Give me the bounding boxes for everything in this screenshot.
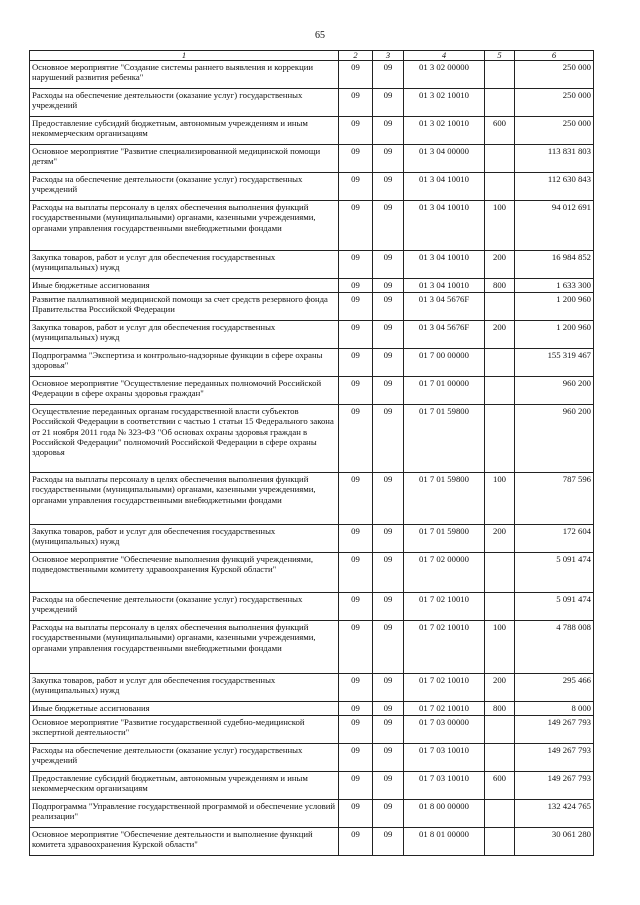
row-item-name: Предоставление субсидий бюджетным, автономным учреждениям и иным некоммерческим организациям	[30, 117, 339, 145]
row-item-name: Подпрограмма "Экспертиза и контрольно-надзорные функции в сфере охраны здоровья"	[30, 349, 339, 377]
row-subsection-code: 09	[373, 593, 404, 621]
row-expense-type-code	[485, 173, 515, 201]
row-item-name: Основное мероприятие "Развитие государственной судебно-медицинской экспертной деятельности"	[30, 716, 339, 744]
row-target-article-code: 01 7 03 00000	[404, 716, 485, 744]
row-section-code: 09	[339, 279, 373, 293]
row-subsection-code: 09	[373, 772, 404, 800]
row-target-article-code: 01 7 03 10010	[404, 772, 485, 800]
row-item-name: Основное мероприятие "Обеспечение деятельности и выполнение функций комитета здравоохранения Курской области"	[30, 828, 339, 856]
table-row	[30, 349, 594, 377]
row-expense-type-code: 200	[485, 321, 515, 349]
row-expense-type-code	[485, 377, 515, 405]
table-header-row	[30, 51, 594, 61]
column-header-name: 1	[30, 51, 339, 61]
row-subsection-code: 09	[373, 293, 404, 321]
row-item-name: Подпрограмма "Управление государственной программой и обеспечение условий реализации"	[30, 800, 339, 828]
row-amount: 295 466	[515, 674, 594, 702]
row-subsection-code: 09	[373, 800, 404, 828]
row-section-code: 09	[339, 772, 373, 800]
row-amount: 250 000	[515, 61, 594, 89]
row-amount: 16 984 852	[515, 251, 594, 279]
row-item-name: Закупка товаров, работ и услуг для обеспечения государственных (муниципальных) нужд	[30, 321, 339, 349]
table-row	[30, 405, 594, 473]
row-section-code: 09	[339, 716, 373, 744]
row-subsection-code: 09	[373, 201, 404, 251]
row-target-article-code: 01 7 02 10010	[404, 674, 485, 702]
row-section-code: 09	[339, 201, 373, 251]
row-target-article-code: 01 3 04 10010	[404, 173, 485, 201]
row-item-name: Расходы на выплаты персоналу в целях обеспечения выполнения функций государственными (муниципальными) органами, казенными учреждениями, органами управления государственными внебюджетными фондами	[30, 621, 339, 674]
row-section-code: 09	[339, 89, 373, 117]
row-target-article-code: 01 3 04 5676F	[404, 321, 485, 349]
table-row	[30, 201, 594, 251]
row-subsection-code: 09	[373, 702, 404, 716]
row-item-name: Расходы на обеспечение деятельности (оказание услуг) государственных учреждений	[30, 173, 339, 201]
row-subsection-code: 09	[373, 473, 404, 525]
row-expense-type-code: 100	[485, 621, 515, 674]
row-section-code: 09	[339, 674, 373, 702]
row-section-code: 09	[339, 473, 373, 525]
row-amount: 4 788 008	[515, 621, 594, 674]
row-item-name: Расходы на выплаты персоналу в целях обеспечения выполнения функций государственными (муниципальными) органами, казенными учреждениями, органами управления государственными внебюджетными фондами	[30, 473, 339, 525]
row-amount: 112 630 843	[515, 173, 594, 201]
row-target-article-code: 01 7 02 10010	[404, 621, 485, 674]
row-target-article-code: 01 3 02 00000	[404, 61, 485, 89]
row-expense-type-code: 200	[485, 674, 515, 702]
row-expense-type-code: 800	[485, 279, 515, 293]
row-target-article-code: 01 3 04 10010	[404, 201, 485, 251]
table-row	[30, 828, 594, 856]
row-item-name: Расходы на выплаты персоналу в целях обеспечения выполнения функций государственными (муниципальными) органами, казенными учреждениями, органами управления государственными внебюджетными фондами	[30, 201, 339, 251]
row-section-code: 09	[339, 321, 373, 349]
row-subsection-code: 09	[373, 321, 404, 349]
row-section-code: 09	[339, 349, 373, 377]
row-amount: 149 267 793	[515, 716, 594, 744]
row-section-code: 09	[339, 173, 373, 201]
row-subsection-code: 09	[373, 117, 404, 145]
row-subsection-code: 09	[373, 61, 404, 89]
table-row	[30, 621, 594, 674]
row-section-code: 09	[339, 800, 373, 828]
row-amount: 94 012 691	[515, 201, 594, 251]
table-row	[30, 674, 594, 702]
row-expense-type-code	[485, 828, 515, 856]
row-section-code: 09	[339, 145, 373, 173]
table-row	[30, 293, 594, 321]
row-amount: 250 000	[515, 117, 594, 145]
row-expense-type-code: 200	[485, 525, 515, 553]
row-target-article-code: 01 7 03 10010	[404, 744, 485, 772]
row-item-name: Расходы на обеспечение деятельности (оказание услуг) государственных учреждений	[30, 744, 339, 772]
row-expense-type-code: 200	[485, 251, 515, 279]
row-amount: 1 633 300	[515, 279, 594, 293]
row-expense-type-code: 800	[485, 702, 515, 716]
row-item-name: Закупка товаров, работ и услуг для обеспечения государственных (муниципальных) нужд	[30, 525, 339, 553]
row-target-article-code: 01 7 01 00000	[404, 377, 485, 405]
row-amount: 5 091 474	[515, 593, 594, 621]
row-target-article-code: 01 3 04 10010	[404, 251, 485, 279]
row-item-name: Основное мероприятие "Создание системы раннего выявления и коррекции нарушений развития ребенка"	[30, 61, 339, 89]
row-target-article-code: 01 7 02 00000	[404, 553, 485, 593]
row-item-name: Расходы на обеспечение деятельности (оказание услуг) государственных учреждений	[30, 89, 339, 117]
table-row	[30, 772, 594, 800]
row-item-name: Осуществление переданных органам государственной власти субъектов Российской Федерации в соответствии с частью 1 статьи 15 Федерального закона от 21 ноября 2011 года № 323-ФЗ "Об основах охраны здоровья граждан в Российской Федерации" полномочий Российской Федерации в сфере охраны здоровья	[30, 405, 339, 473]
row-expense-type-code: 600	[485, 772, 515, 800]
row-item-name: Закупка товаров, работ и услуг для обеспечения государственных (муниципальных) нужд	[30, 674, 339, 702]
row-target-article-code: 01 7 02 10010	[404, 593, 485, 621]
row-target-article-code: 01 8 00 00000	[404, 800, 485, 828]
row-expense-type-code	[485, 405, 515, 473]
column-header-amount: 6	[515, 51, 594, 61]
row-amount: 1 200 960	[515, 293, 594, 321]
table-row	[30, 593, 594, 621]
row-section-code: 09	[339, 744, 373, 772]
column-header-expense-type: 5	[485, 51, 515, 61]
row-subsection-code: 09	[373, 173, 404, 201]
row-subsection-code: 09	[373, 525, 404, 553]
row-section-code: 09	[339, 828, 373, 856]
row-target-article-code: 01 3 04 5676F	[404, 293, 485, 321]
row-amount: 787 596	[515, 473, 594, 525]
table-row	[30, 61, 594, 89]
row-target-article-code: 01 7 02 10010	[404, 702, 485, 716]
row-expense-type-code	[485, 61, 515, 89]
row-expense-type-code: 100	[485, 201, 515, 251]
row-expense-type-code	[485, 553, 515, 593]
row-target-article-code: 01 7 01 59800	[404, 473, 485, 525]
row-subsection-code: 09	[373, 377, 404, 405]
row-amount: 155 319 467	[515, 349, 594, 377]
row-section-code: 09	[339, 61, 373, 89]
row-section-code: 09	[339, 405, 373, 473]
row-item-name: Основное мероприятие "Обеспечение выполнения функций учреждениями, подведомственными комитету здравоохранения Курской области"	[30, 553, 339, 593]
table-row	[30, 702, 594, 716]
row-section-code: 09	[339, 377, 373, 405]
row-section-code: 09	[339, 525, 373, 553]
column-header-target-article: 4	[404, 51, 485, 61]
row-expense-type-code	[485, 349, 515, 377]
page-number: 65	[315, 30, 325, 41]
row-subsection-code: 09	[373, 145, 404, 173]
row-target-article-code: 01 3 02 10010	[404, 89, 485, 117]
row-target-article-code: 01 7 00 00000	[404, 349, 485, 377]
table-row	[30, 525, 594, 553]
row-subsection-code: 09	[373, 251, 404, 279]
column-header-section: 2	[339, 51, 373, 61]
table-row	[30, 377, 594, 405]
budget-table	[29, 50, 594, 856]
table-row	[30, 117, 594, 145]
row-target-article-code: 01 3 04 00000	[404, 145, 485, 173]
table-row	[30, 473, 594, 525]
row-expense-type-code: 600	[485, 117, 515, 145]
row-amount: 8 000	[515, 702, 594, 716]
table-row	[30, 553, 594, 593]
row-amount: 172 604	[515, 525, 594, 553]
row-target-article-code: 01 7 01 59800	[404, 405, 485, 473]
row-subsection-code: 09	[373, 744, 404, 772]
row-subsection-code: 09	[373, 279, 404, 293]
row-subsection-code: 09	[373, 89, 404, 117]
table-row	[30, 321, 594, 349]
row-expense-type-code	[485, 800, 515, 828]
row-subsection-code: 09	[373, 828, 404, 856]
row-amount: 960 200	[515, 405, 594, 473]
row-item-name: Основное мероприятие "Осуществление переданных полномочий Российской Федерации в сфере охраны здоровья граждан"	[30, 377, 339, 405]
row-amount: 5 091 474	[515, 553, 594, 593]
row-target-article-code: 01 3 02 10010	[404, 117, 485, 145]
row-item-name: Закупка товаров, работ и услуг для обеспечения государственных (муниципальных) нужд	[30, 251, 339, 279]
row-expense-type-code	[485, 593, 515, 621]
row-target-article-code: 01 7 01 59800	[404, 525, 485, 553]
row-amount: 1 200 960	[515, 321, 594, 349]
row-expense-type-code	[485, 89, 515, 117]
row-amount: 960 200	[515, 377, 594, 405]
table-row	[30, 800, 594, 828]
row-expense-type-code	[485, 293, 515, 321]
table-row	[30, 173, 594, 201]
row-amount: 113 831 803	[515, 145, 594, 173]
row-amount: 149 267 793	[515, 772, 594, 800]
row-subsection-code: 09	[373, 405, 404, 473]
table-body	[30, 61, 594, 856]
row-expense-type-code	[485, 744, 515, 772]
row-item-name: Развитие паллиативной медицинской помощи за счет средств резервного фонда Правительства Российской Федерации	[30, 293, 339, 321]
row-subsection-code: 09	[373, 349, 404, 377]
row-section-code: 09	[339, 117, 373, 145]
row-subsection-code: 09	[373, 553, 404, 593]
row-section-code: 09	[339, 553, 373, 593]
row-section-code: 09	[339, 621, 373, 674]
table-row	[30, 744, 594, 772]
row-expense-type-code: 100	[485, 473, 515, 525]
row-section-code: 09	[339, 293, 373, 321]
table-row	[30, 279, 594, 293]
row-expense-type-code	[485, 145, 515, 173]
row-section-code: 09	[339, 702, 373, 716]
row-amount: 250 000	[515, 89, 594, 117]
row-amount: 30 061 280	[515, 828, 594, 856]
row-item-name: Расходы на обеспечение деятельности (оказание услуг) государственных учреждений	[30, 593, 339, 621]
row-target-article-code: 01 3 04 10010	[404, 279, 485, 293]
column-header-subsection: 3	[373, 51, 404, 61]
row-subsection-code: 09	[373, 621, 404, 674]
row-subsection-code: 09	[373, 674, 404, 702]
table-row	[30, 251, 594, 279]
table-row	[30, 89, 594, 117]
row-item-name: Основное мероприятие "Развитие специализированной медицинской помощи детям"	[30, 145, 339, 173]
row-section-code: 09	[339, 251, 373, 279]
row-expense-type-code	[485, 716, 515, 744]
row-item-name: Предоставление субсидий бюджетным, автономным учреждениям и иным некоммерческим организациям	[30, 772, 339, 800]
row-amount: 132 424 765	[515, 800, 594, 828]
row-target-article-code: 01 8 01 00000	[404, 828, 485, 856]
table-row	[30, 145, 594, 173]
row-subsection-code: 09	[373, 716, 404, 744]
row-amount: 149 267 793	[515, 744, 594, 772]
row-section-code: 09	[339, 593, 373, 621]
row-item-name: Иные бюджетные ассигнования	[30, 279, 339, 293]
table-row	[30, 716, 594, 744]
budget-table-container	[29, 50, 593, 856]
row-item-name: Иные бюджетные ассигнования	[30, 702, 339, 716]
